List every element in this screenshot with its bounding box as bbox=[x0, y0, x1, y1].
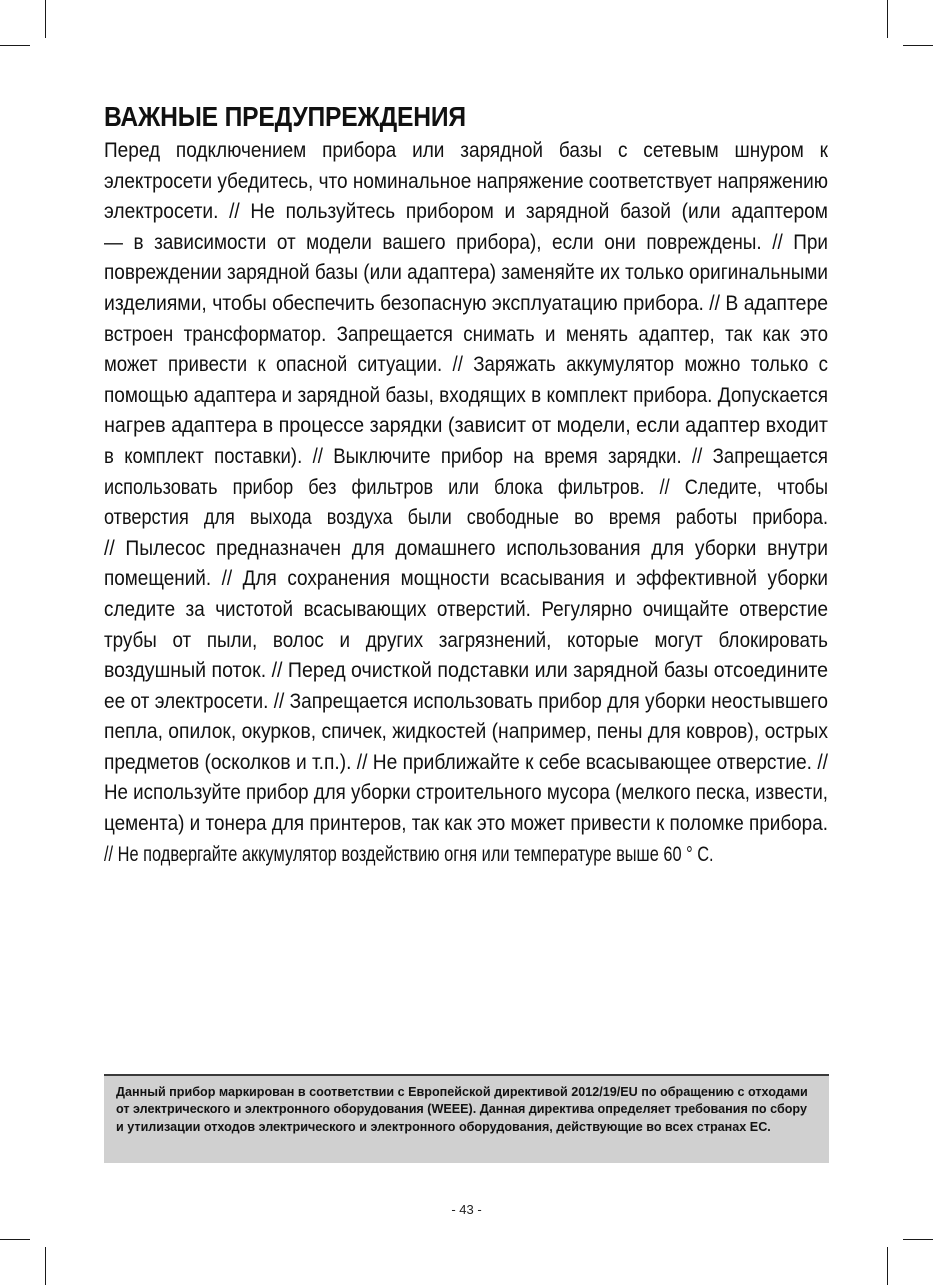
body-line-text: использовать прибор без фильтров или блока фильтров. // Следите, чтобы bbox=[104, 475, 828, 499]
body-line-text: ее от электросети. // Запрещается использовать прибор для уборки неостывшего bbox=[104, 689, 828, 713]
body-line bbox=[104, 228, 828, 259]
body-line-text: трубы от пыли, волос и других загрязнений, которые могут блокировать bbox=[104, 628, 828, 652]
body-line-text: // Пылесос предназначен для домашнего использования для уборки внутри bbox=[104, 536, 828, 560]
body-line bbox=[104, 656, 828, 687]
body-line bbox=[104, 411, 828, 442]
body-line-text: встроен трансформатор. Запрещается снимать и менять адаптер, так как это bbox=[104, 322, 828, 346]
body-line-text: электросети убедитесь, что номинальное напряжение соответствует напряжению bbox=[104, 169, 828, 193]
body-line-text: Перед подключением прибора или зарядной базы с сетевым шнуром к bbox=[104, 139, 828, 162]
body-line-text: Не используйте прибор для уборки строительного мусора (мелкого песка, извести, bbox=[104, 781, 828, 805]
crop-mark-bottom-right-horizontal bbox=[903, 1239, 933, 1240]
page-number: - 43 - bbox=[451, 1202, 482, 1217]
body-line-text: нагрев адаптера в процессе зарядки (зависит от модели, если адаптер входит bbox=[104, 414, 828, 438]
body-line bbox=[104, 197, 828, 228]
crop-mark-top-right-vertical bbox=[887, 0, 888, 38]
body-line bbox=[104, 840, 828, 871]
body-line bbox=[104, 258, 828, 289]
body-line bbox=[104, 442, 828, 473]
crop-mark-bottom-right-vertical bbox=[887, 1247, 888, 1285]
body-line bbox=[104, 167, 828, 198]
body-line-text: может привести к опасной ситуации. // Заряжать аккумулятор можно только с bbox=[104, 353, 828, 377]
body-line bbox=[104, 534, 828, 565]
body-line bbox=[104, 778, 828, 809]
page-heading: ВАЖНЫЕ ПРЕДУПРЕЖДЕНИЯ bbox=[104, 101, 466, 132]
body-line bbox=[104, 687, 828, 718]
body-line-text: цемента) и тонера для принтеров, так как это может привести к поломке прибора. bbox=[104, 812, 828, 836]
body-line-text: в комплект поставки). // Выключите прибор на время зарядки. // Запрещается bbox=[104, 444, 828, 468]
warnings-body bbox=[104, 136, 828, 870]
body-line bbox=[104, 717, 828, 748]
body-line-text: предметов (осколков и т.п.). // Не приближайте к себе всасывающее отверстие. // bbox=[104, 750, 828, 774]
crop-mark-bottom-left-vertical bbox=[45, 1247, 46, 1285]
body-line bbox=[104, 473, 828, 504]
weee-notice-text: Данный прибор маркирован в соответствии с Европейской директивой 2012/19/EU по обращению с отходами от электрического и электронного оборудования (WEEE). Данная директива определяет требования по сбору и утилизации отходов электрического и электронного оборудования, действующие во всех странах ЕС. bbox=[116, 1085, 808, 1134]
body-line bbox=[104, 136, 828, 167]
body-line bbox=[104, 564, 828, 595]
crop-mark-top-left-vertical bbox=[45, 0, 46, 38]
body-line-text: изделиями, чтобы обеспечить безопасную эксплуатацию прибора. // В адаптере bbox=[104, 291, 828, 315]
body-line-text: // Не подвергайте аккумулятор воздействию огня или температуре выше 60 ° С. bbox=[104, 842, 714, 866]
body-line bbox=[104, 748, 828, 779]
body-line-text: — в зависимости от модели вашего прибора), если они повреждены. // При bbox=[104, 230, 828, 254]
crop-mark-top-left-horizontal bbox=[0, 45, 30, 46]
body-line-text: следите за чистотой всасывающих отверстий. Регулярно очищайте отверстие bbox=[104, 597, 828, 621]
body-line bbox=[104, 809, 828, 840]
body-line-text: пепла, опилок, окурков, спичек, жидкостей (например, пены для ковров), острых bbox=[104, 720, 828, 744]
body-line-text: повреждении зарядной базы (или адаптера) заменяйте их только оригинальными bbox=[104, 261, 828, 285]
body-line-text: помощью адаптера и зарядной базы, входящих в комплект прибора. Допускается bbox=[104, 383, 828, 407]
body-line bbox=[104, 626, 828, 657]
body-line bbox=[104, 503, 828, 534]
body-line-text: воздушный поток. // Перед очисткой подставки или зарядной базы отсоедините bbox=[104, 659, 828, 683]
body-line-text: электросети. // Не пользуйтесь прибором и зарядной базой (или адаптером bbox=[104, 200, 828, 224]
body-line bbox=[104, 381, 828, 412]
body-line-text: помещений. // Для сохранения мощности всасывания и эффективной уборки bbox=[104, 567, 828, 591]
body-line bbox=[104, 289, 828, 320]
crop-mark-bottom-left-horizontal bbox=[0, 1239, 30, 1240]
crop-mark-top-right-horizontal bbox=[903, 45, 933, 46]
body-line bbox=[104, 320, 828, 351]
weee-notice-box bbox=[104, 1074, 829, 1163]
body-line bbox=[104, 350, 828, 381]
body-line-text: отверстия для выхода воздуха были свободные во время работы прибора. bbox=[104, 506, 828, 530]
body-line bbox=[104, 595, 828, 626]
